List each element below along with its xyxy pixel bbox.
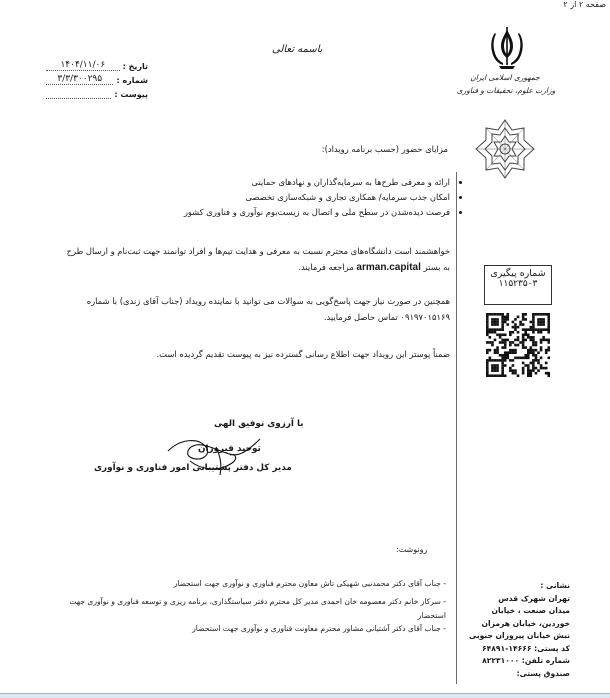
address-line: کد پستی: ۱۴۶۶۶-۶۴۸۹۱ <box>481 643 570 653</box>
viewer-bottom-bar <box>0 693 610 698</box>
tracking-box <box>484 265 552 305</box>
address-line: خوردین، خیابان هرمزان <box>481 618 570 628</box>
attachment-value <box>46 98 111 99</box>
iran-emblem-icon <box>485 25 529 71</box>
list-item: • امکان جذب سرمایه/ همکاری تجاری و شبکه‌سازی تخصصی <box>60 190 450 205</box>
list-item: • فرصت دیده‌شدن در سطح ملی و اتصال به زیست‌بوم نوآوری و فناوری کشور <box>60 205 450 220</box>
address-line: صندوق پستی: <box>516 668 570 678</box>
poster-paragraph: ضمناً پوستر این رویداد جهت اطلاع رسانی گسترده نیز به پیوست تقدیم گردیده است. <box>156 349 450 359</box>
benefits-list <box>60 175 464 220</box>
address-line: شماره تلفن: ۸۲۲۳۱۰۰۰ <box>482 656 570 665</box>
signer-name: توحید فیروزان <box>198 444 261 454</box>
signature-scribble-icon <box>160 433 264 479</box>
vertical-rule <box>456 172 457 684</box>
date-row <box>46 57 148 71</box>
attachment-row <box>46 85 148 99</box>
tracking-label: شماره پیگیری <box>490 268 546 279</box>
letter-meta <box>46 57 148 99</box>
cc-item: - جناب آقای دکتر آشتیانی مشاور محترم معاونت فناوری و نوآوری جهت استحضار <box>192 624 446 633</box>
number-label: شماره : <box>116 76 148 85</box>
registration-text: خواهشمند است دانشگاه‌های محترم نسبت به معرفی و هدایت تیم‌ها و افراد توانمند جهت ثبت‌نام و ارسال طرح به بستر <box>66 246 450 272</box>
address-line: نشانی : <box>540 581 570 590</box>
number-value: ۳/۳/۳۰۰۲۹۵ <box>46 74 113 85</box>
intro-text: مزایای حضور (حسب برنامه رویداد): <box>321 144 448 154</box>
cc-item: - سرکار خانم دکتر معصومه خان احمدی مدیر کل محترم دفتر سیاستگذاری، برنامه ریزی و توسعه فناوری و نوآوری جهت استحضار <box>69 597 446 620</box>
date-value: ۱۴۰۴/۱۱/۰۶ <box>46 60 120 71</box>
qr-code-icon[interactable] <box>486 313 550 377</box>
platform-link[interactable]: arman.capital <box>356 262 421 273</box>
gov-name: جمهوری اسلامی ایران <box>470 73 540 82</box>
signature-wish: با آرزوی توفیق الهی <box>214 419 304 429</box>
cc-title: رونوشت: <box>396 545 428 554</box>
ministry-name: وزارت علوم، تحقیقات و فناوری <box>456 86 556 95</box>
motto: باسمه تعالی <box>272 44 323 55</box>
registration-paragraph <box>60 243 450 276</box>
signer-title: مدیر کل دفتر پشتیبانی امور فناوری و نوآوری <box>94 463 292 473</box>
ornament-icon <box>474 118 536 180</box>
list-item: • ارائه و معرفی طرح‌ها به سرمایه‌گذاران و نهادهای حمایتی <box>60 175 450 190</box>
contact-paragraph: همچنین در صورت نیاز جهت پاسخ‌گویی به سوالات می توانید با نماینده رویداد (جناب آقای زندی) با شماره ۰۹۱۹۷۰۱۵۱۶۹ تماس حاصل فرمایید. <box>86 296 450 322</box>
date-label: تاریخ : <box>122 62 148 71</box>
registration-text-end: مراجعه فرمایند. <box>298 262 354 272</box>
address-block <box>464 580 570 680</box>
number-row <box>46 71 148 85</box>
attachment-label: پیوست : <box>114 90 148 99</box>
tracking-number: ۱۱۵۲۳۵۰۳ <box>498 279 538 289</box>
cc-item: - جناب آقای دکتر محمدنبی شهیکی تاش معاون محترم فناوری و نوآوری جهت استحضار <box>173 579 446 588</box>
page-number: صفحه ۲ از ۲ <box>563 0 606 9</box>
address-line: تهران شهرک قدس <box>498 593 570 603</box>
address-line: میدان صنعت ، خیابان <box>491 606 570 615</box>
address-line: نبش خیابان پیروزان جنوبی <box>469 631 570 640</box>
